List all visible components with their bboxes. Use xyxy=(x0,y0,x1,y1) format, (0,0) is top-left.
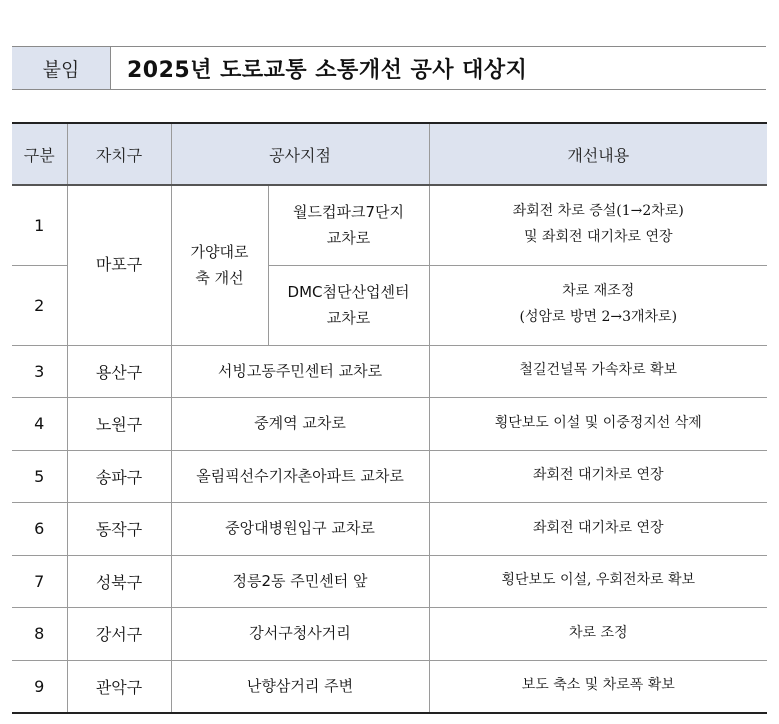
document-title-bar xyxy=(12,46,766,90)
row-number: 2 xyxy=(12,265,67,345)
location-cell: 중앙대병원입구 교차로 xyxy=(171,503,429,556)
shared-location-cell xyxy=(171,185,268,345)
location-cell: 중계역 교차로 xyxy=(171,398,429,451)
district-cell xyxy=(67,185,171,345)
description-cell: 좌회전 대기차로 연장 xyxy=(429,503,767,556)
district-name: 관악구 xyxy=(67,660,171,713)
location-cell: 난향삼거리 주변 xyxy=(171,660,429,713)
row-number: 8 xyxy=(12,608,67,661)
table-row xyxy=(12,345,767,398)
location-cell xyxy=(268,185,429,265)
district-name: 송파구 xyxy=(67,450,171,503)
district-name: 성북구 xyxy=(67,555,171,608)
location-cell xyxy=(268,265,429,345)
description-line: 좌회전 차로 증설(1→2차로) xyxy=(512,203,684,220)
location-line: 월드컵파크7단지 xyxy=(293,203,404,221)
column-header-description: 개선내용 xyxy=(429,123,767,185)
column-header-category: 구분 xyxy=(12,123,67,185)
description-cell: 보도 축소 및 차로폭 확보 xyxy=(429,660,767,713)
district-name: 강서구 xyxy=(67,608,171,661)
attachment-badge: 붙임 xyxy=(12,47,111,89)
row-number: 4 xyxy=(12,398,67,451)
description-line: (성암로 방면 2→3개차로) xyxy=(519,309,678,325)
table-row xyxy=(12,503,767,556)
table-row xyxy=(12,450,767,503)
district-name: 용산구 xyxy=(67,345,171,398)
description-cell xyxy=(429,265,767,345)
description-cell: 차로 조정 xyxy=(429,608,767,661)
location-line: DMC첨단산업센터 xyxy=(287,282,410,301)
description-line: 차로 재조정 xyxy=(562,283,635,300)
row-number: 9 xyxy=(12,660,67,713)
description-cell: 좌회전 대기차로 연장 xyxy=(429,450,767,503)
district-name: 동작구 xyxy=(67,503,171,556)
column-header-district: 자치구 xyxy=(67,123,171,185)
table-row xyxy=(12,660,767,713)
row-number: 7 xyxy=(12,555,67,608)
row-number: 3 xyxy=(12,345,67,398)
description-cell: 횡단보도 이설 및 이중정지선 삭제 xyxy=(429,398,767,451)
district-name: 노원구 xyxy=(67,398,171,451)
description-cell xyxy=(429,185,767,265)
column-header-location: 공사지점 xyxy=(171,123,429,185)
document-title: 2025년 도로교통 소통개선 공사 대상지 xyxy=(127,57,528,83)
table-row xyxy=(12,185,767,265)
location-line: 교차로 xyxy=(326,309,371,327)
description-line: 및 좌회전 대기차로 연장 xyxy=(523,229,673,246)
row-number: 5 xyxy=(12,450,67,503)
row-number: 1 xyxy=(12,185,67,265)
shared-location-line: 축 개선 xyxy=(195,269,244,288)
table-row xyxy=(12,608,767,661)
project-table xyxy=(12,122,767,714)
description-cell: 횡단보도 이설, 우회전차로 확보 xyxy=(429,555,767,608)
location-cell: 정릉2동 주민센터 앞 xyxy=(171,555,429,608)
location-line: 교차로 xyxy=(326,229,371,248)
table-row xyxy=(12,555,767,608)
location-cell: 강서구청사거리 xyxy=(171,608,429,661)
row-number: 6 xyxy=(12,503,67,556)
district-name: 마포구 xyxy=(95,254,143,274)
location-cell: 올림픽선수기자촌아파트 교차로 xyxy=(171,450,429,503)
location-cell: 서빙고동주민센터 교차로 xyxy=(171,345,429,398)
description-cell: 철길건널목 가속차로 확보 xyxy=(429,345,767,398)
shared-location-line: 가양대로 xyxy=(190,243,249,261)
table-row xyxy=(12,398,767,451)
table-header-row xyxy=(12,123,767,185)
